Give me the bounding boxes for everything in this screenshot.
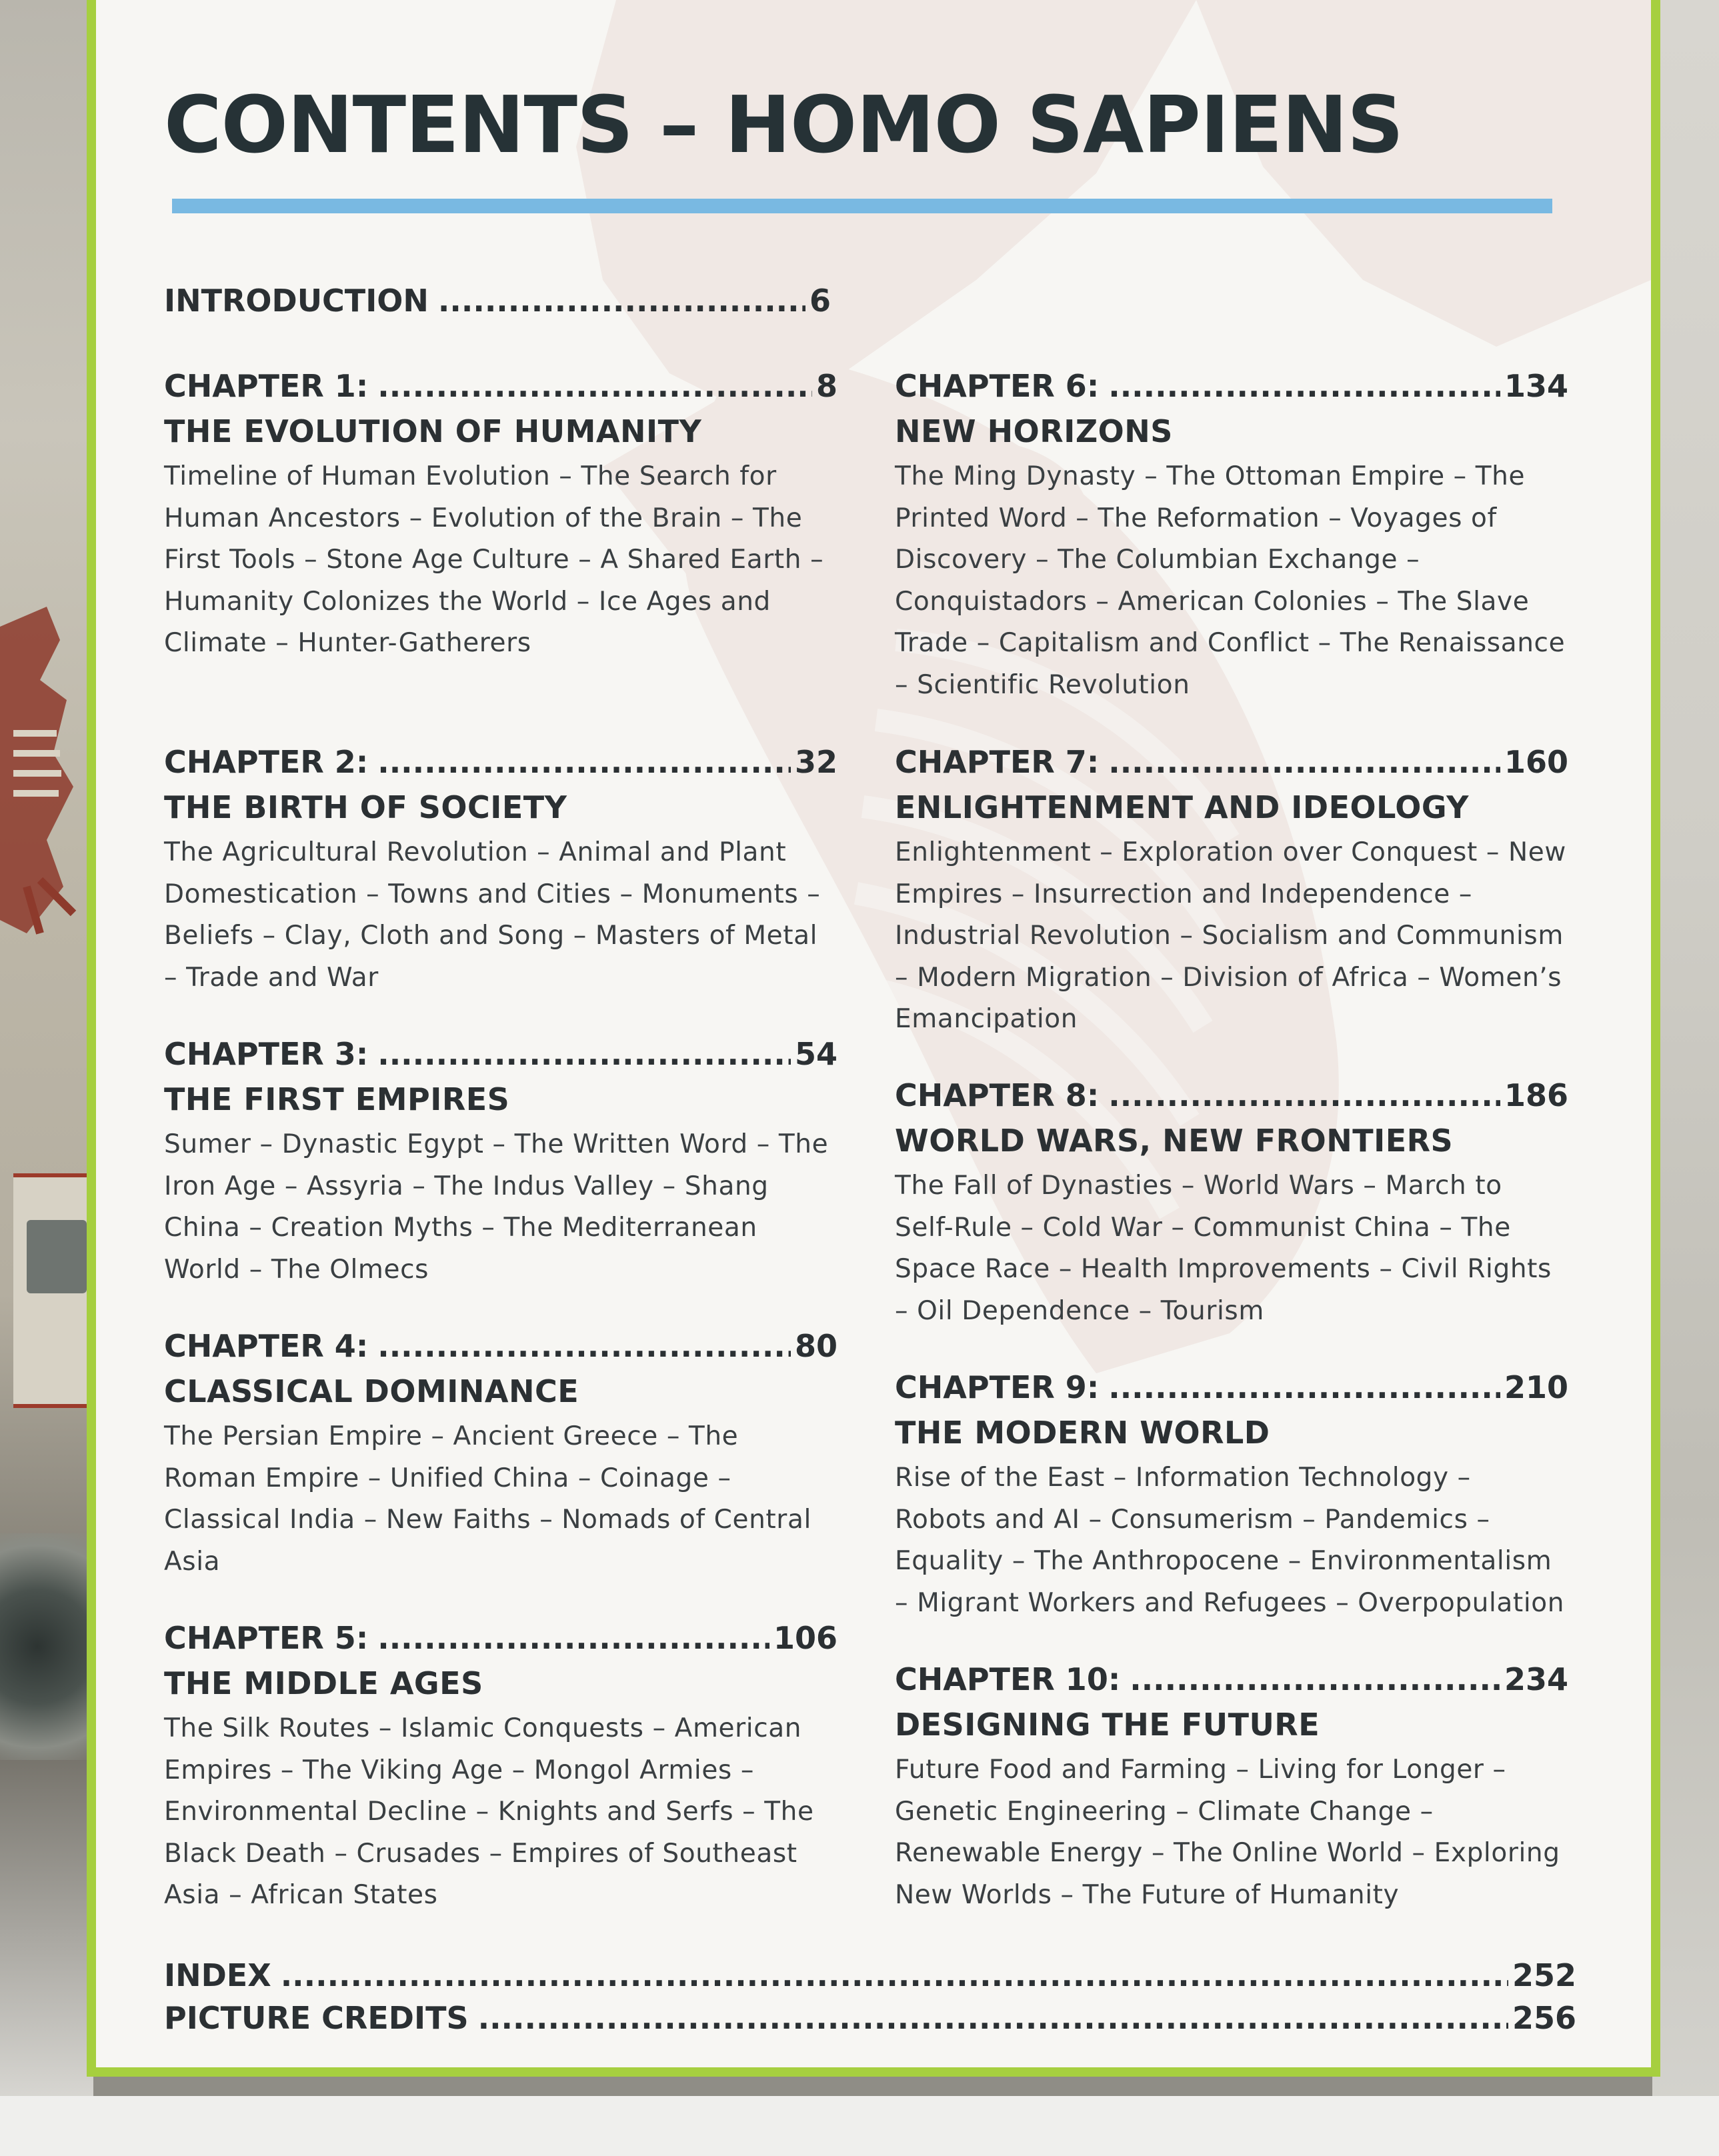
- chapter-10[interactable]: [895, 1661, 1568, 1916]
- chapter-9[interactable]: [895, 1369, 1568, 1624]
- chapter-topics: The Fall of Dynasties – World Wars – March to Self-Rule – Cold War – Communist China – The Space Race – Health Improvements – Civil Rights – Oil Dependence – Tourism: [895, 1171, 1552, 1326]
- background-signboard-photo: [27, 1220, 87, 1293]
- chapter-title: ENLIGHTENMENT AND IDEOLOGY: [895, 789, 1469, 825]
- dot-leader: [438, 285, 805, 316]
- chapter-topics: Enlightenment – Exploration over Conquest – New Empires – Insurrection and Independence – Industrial Revolution – Socialism and Communism – Modern Migration – Division of Africa – Women’s Emancipation: [895, 837, 1566, 1035]
- chapter-heading: [895, 744, 1568, 780]
- chapter-title: DESIGNING THE FUTURE: [895, 1707, 1320, 1743]
- chapter-label: CHAPTER 10:: [895, 1661, 1121, 1697]
- chapter-topics: Rise of the East – Information Technology – Robots and AI – Consumerism – Pandemics – Equality – The Anthropocene – Environmentalism – Migrant Workers and Refugees – Overpopulation: [895, 1463, 1565, 1618]
- chapter-title: THE FIRST EMPIRES: [164, 1081, 510, 1117]
- chapter-label: CHAPTER 3:: [164, 1036, 369, 1072]
- chapter-title: THE MIDDLE AGES: [164, 1665, 483, 1701]
- chapter-4[interactable]: [164, 1328, 837, 1583]
- chapter-heading: [164, 368, 837, 404]
- chapter-title: CLASSICAL DOMINANCE: [164, 1373, 579, 1409]
- chapter-title: THE MODERN WORLD: [895, 1415, 1270, 1451]
- background-foliage-image: [0, 1533, 93, 1760]
- background-photo-right: [1652, 0, 1719, 2156]
- dot-leader: [1108, 371, 1500, 401]
- chapter-7[interactable]: [895, 744, 1568, 1041]
- background-bottom-strip: [0, 2096, 1719, 2156]
- dot-leader: [377, 1331, 791, 1361]
- toc-page-number: 252: [1512, 1957, 1576, 1993]
- chapter-label: CHAPTER 9:: [895, 1369, 1100, 1405]
- chapter-topics: The Silk Routes – Islamic Conquests – American Empires – The Viking Age – Mongol Armies – Environmental Decline – Knights and Serfs – The Black Death – Crusades – Empires of Southeast Asia – African States: [164, 1713, 814, 1911]
- contents-page: [87, 0, 1660, 2077]
- chapter-8[interactable]: [895, 1077, 1568, 1332]
- dot-leader: [281, 1960, 1508, 1991]
- chapter-topics: The Persian Empire – Ancient Greece – The Roman Empire – Unified China – Coinage – Classical India – New Faiths – Nomads of Central Asia: [164, 1421, 811, 1577]
- chapter-label: CHAPTER 4:: [164, 1328, 369, 1364]
- dot-leader: [1108, 1080, 1500, 1111]
- title-underline: [172, 199, 1552, 213]
- toc-entry-picture-credits[interactable]: [164, 2000, 1576, 2036]
- chapter-topics: The Agricultural Revolution – Animal and Plant Domestication – Towns and Cities – Monuments – Beliefs – Clay, Cloth and Song – Masters of Metal – Trade and War: [164, 837, 821, 993]
- chapter-title: THE BIRTH OF SOCIETY: [164, 789, 567, 825]
- chapter-heading: [164, 1620, 837, 1656]
- chapter-page-number: 54: [794, 1036, 837, 1072]
- chapter-heading: [895, 1077, 1568, 1113]
- chapter-topics: Sumer – Dynastic Egypt – The Written Word – The Iron Age – Assyria – The Indus Valley – Shang China – Creation Myths – The Mediterranean World – The Olmecs: [164, 1129, 829, 1285]
- chapter-page-number: 106: [773, 1620, 837, 1656]
- chapter-heading: [895, 1661, 1568, 1697]
- chapter-page-number: 80: [794, 1328, 837, 1364]
- chapter-topics: Timeline of Human Evolution – The Search for Human Ancestors – Evolution of the Brain – The First Tools – Stone Age Culture – A Shared Earth – Humanity Colonizes the World – Ice Ages and Climate – Hunter-Gatherers: [164, 461, 824, 659]
- chapter-label: CHAPTER 6:: [895, 368, 1100, 404]
- chapter-heading: [895, 368, 1568, 404]
- chapter-title: WORLD WARS, NEW FRONTIERS: [895, 1123, 1454, 1159]
- chapter-page-number: 8: [815, 368, 837, 404]
- chapter-page-number: 160: [1504, 744, 1568, 780]
- toc-entry-label: PICTURE CREDITS: [164, 2000, 469, 2036]
- dot-leader: [1108, 747, 1500, 777]
- page-title: CONTENTS – HOMO SAPIENS: [164, 79, 1404, 171]
- chapter-title: THE EVOLUTION OF HUMANITY: [164, 413, 702, 449]
- chapter-5[interactable]: [164, 1620, 837, 1917]
- chapter-heading: [164, 744, 837, 780]
- chapter-heading: [164, 1328, 837, 1364]
- toc-page-number: 6: [809, 283, 831, 319]
- background-photo-left: [0, 0, 93, 2156]
- chapter-label: CHAPTER 8:: [895, 1077, 1100, 1113]
- dot-leader: [1108, 1372, 1500, 1403]
- dot-leader: [377, 371, 812, 401]
- chapter-label: CHAPTER 2:: [164, 744, 369, 780]
- chapter-label: CHAPTER 7:: [895, 744, 1100, 780]
- chapter-topics: Future Food and Farming – Living for Longer – Genetic Engineering – Climate Change – Renewable Energy – The Online World – Exploring New Worlds – The Future of Humanity: [895, 1755, 1560, 1910]
- toc-entry-label: INDEX: [164, 1957, 271, 1993]
- toc-entry-label: INTRODUCTION: [164, 283, 429, 319]
- chapter-page-number: 134: [1504, 368, 1568, 404]
- chapter-heading: [895, 1369, 1568, 1405]
- dot-leader: [377, 747, 791, 777]
- chapter-page-number: 186: [1504, 1077, 1568, 1113]
- chapter-title: NEW HORIZONS: [895, 413, 1173, 449]
- dot-leader: [377, 1039, 791, 1069]
- chapter-2[interactable]: [164, 744, 837, 999]
- rock-art-figure-image: [0, 600, 87, 947]
- toc-entry-introduction[interactable]: [164, 283, 831, 319]
- chapter-page-number: 234: [1504, 1661, 1568, 1697]
- chapter-label: CHAPTER 1:: [164, 368, 369, 404]
- chapter-heading: [164, 1036, 837, 1072]
- dot-leader: [377, 1623, 769, 1653]
- chapter-1[interactable]: [164, 368, 837, 665]
- chapter-3[interactable]: [164, 1036, 837, 1291]
- dot-leader: [1130, 1664, 1500, 1695]
- toc-entry-index[interactable]: [164, 1957, 1576, 1993]
- dot-leader: [478, 2003, 1508, 2033]
- toc-page-number: 256: [1512, 2000, 1576, 2036]
- chapter-page-number: 210: [1504, 1369, 1568, 1405]
- chapter-topics: The Ming Dynasty – The Ottoman Empire – The Printed Word – The Reformation – Voyages of Discovery – The Columbian Exchange – Conquistadors – American Colonies – The Slave Trade – Capitalism and Conflict – The Renaissance – Scientific Revolution: [895, 461, 1566, 700]
- chapter-label: CHAPTER 5:: [164, 1620, 369, 1656]
- chapter-page-number: 32: [794, 744, 837, 780]
- chapter-6[interactable]: [895, 368, 1568, 706]
